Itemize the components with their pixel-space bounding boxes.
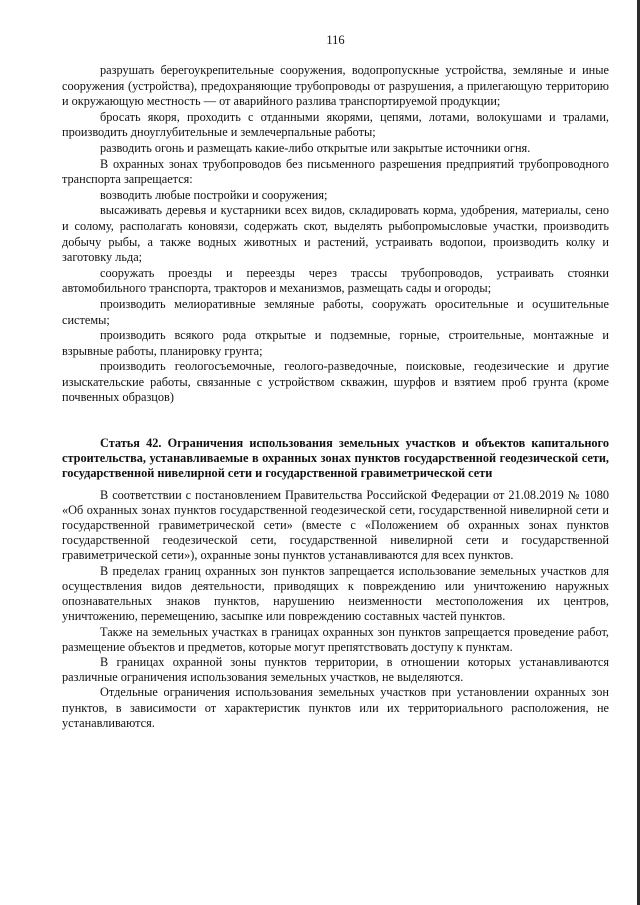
paragraph: разводить огонь и размещать какие-либо открытые или закрытые источники огня. — [100, 140, 531, 155]
paragraph: В соответствии с постановлением Правительства Российской Федерации от 21.08.2019 № 1080 «Об охранных зонах пунктов государственной геодезической сети, государственной нивелирной сети и государственной гравиметрической сети» (вместе с «Положением об охранных зонах пунктов государственной геодезической сети, государственной нивелирной сети и государственной гравиметрической сети»), охранные зоны пунктов устанавливаются для всех пунктов. — [62, 487, 609, 563]
paragraph: сооружать проезды и переезды через трассы трубопроводов, устраивать стоянки автомобильного транспорта, тракторов и механизмов, размещать сады и огороды; — [62, 265, 609, 296]
intro-section — [62, 63, 609, 406]
article-heading: Статья 42. Ограничения использования земельных участков и объектов капитального строительства, устанавливаемые в охранных зонах пунктов государственной геодезической сети, государственной нивелирной сети и государственной гравиметрической сети — [62, 436, 609, 481]
paragraph: высаживать деревья и кустарники всех видов, складировать корма, удобрения, материалы, сено и солому, располагать коновязи, содержать скот, выделять рыбопромысловые участки, производить добычу рыбы, а также водных животных и растений, устраивать водопои, производить колку и заготовку льда; — [62, 203, 609, 265]
paragraph: производить всякого рода открытые и подземные, горные, строительные, монтажные и взрывные работы, планировку грунта; — [62, 328, 609, 358]
paragraph: В пределах границ охранных зон пунктов запрещается использование земельных участков для осуществления видов деятельности, приводящих к повреждению или уничтожению наружных опознавательных знаков пунктов, нарушению неизменности местоположения их центров, уничтожению, перемещению, засыпке или повреждению составных частей пунктов. — [62, 563, 609, 624]
paragraph: производить геологосъемочные, геолого-разведочные, поисковые, геодезические и другие изыскательские работы, связанные с устройством скважин, шурфов и взятием проб грунта (кроме почвенных образцов) — [62, 359, 609, 405]
article-section — [62, 488, 609, 731]
paragraph: производить мелиоративные земляные работы, сооружать оросительные и осушительные системы; — [62, 296, 609, 327]
paragraph: В охранных зонах трубопроводов без письменного разрешения предприятий трубопроводного транспорта запрещается: — [62, 156, 609, 187]
paragraph: бросать якоря, проходить с отданными якорями, цепями, лотами, волокушами и тралами, производить дноуглубительные и землечерпальные работы; — [62, 109, 609, 140]
page-number: 116 — [326, 33, 345, 47]
paragraph: В границах охранной зоны пунктов территории, в отношении которых устанавливаются различные ограничения использования земельных участков, не выделяются. — [62, 654, 609, 685]
paragraph: Отдельные ограничения использования земельных участков при установлении охранных зон пунктов, в зависимости от характеристик пунктов или их территориального расположения, не устанавливаются. — [62, 685, 609, 730]
paragraph: Также на земельных участках в границах охранных зон пунктов запрещается проведение работ, размещение объектов и предметов, которые могут препятствовать доступу к пунктам. — [62, 624, 609, 654]
paragraph: разрушать берегоукрепительные сооружения, водопропускные устройства, земляные и иные сооружения (устройства), предохраняющие трубопроводы от разрушения, а прилегающую территорию и окружающую местность — от аварийного разлива транспортируемой продукции; — [62, 63, 609, 109]
paragraph: возводить любые постройки и сооружения; — [100, 187, 328, 202]
